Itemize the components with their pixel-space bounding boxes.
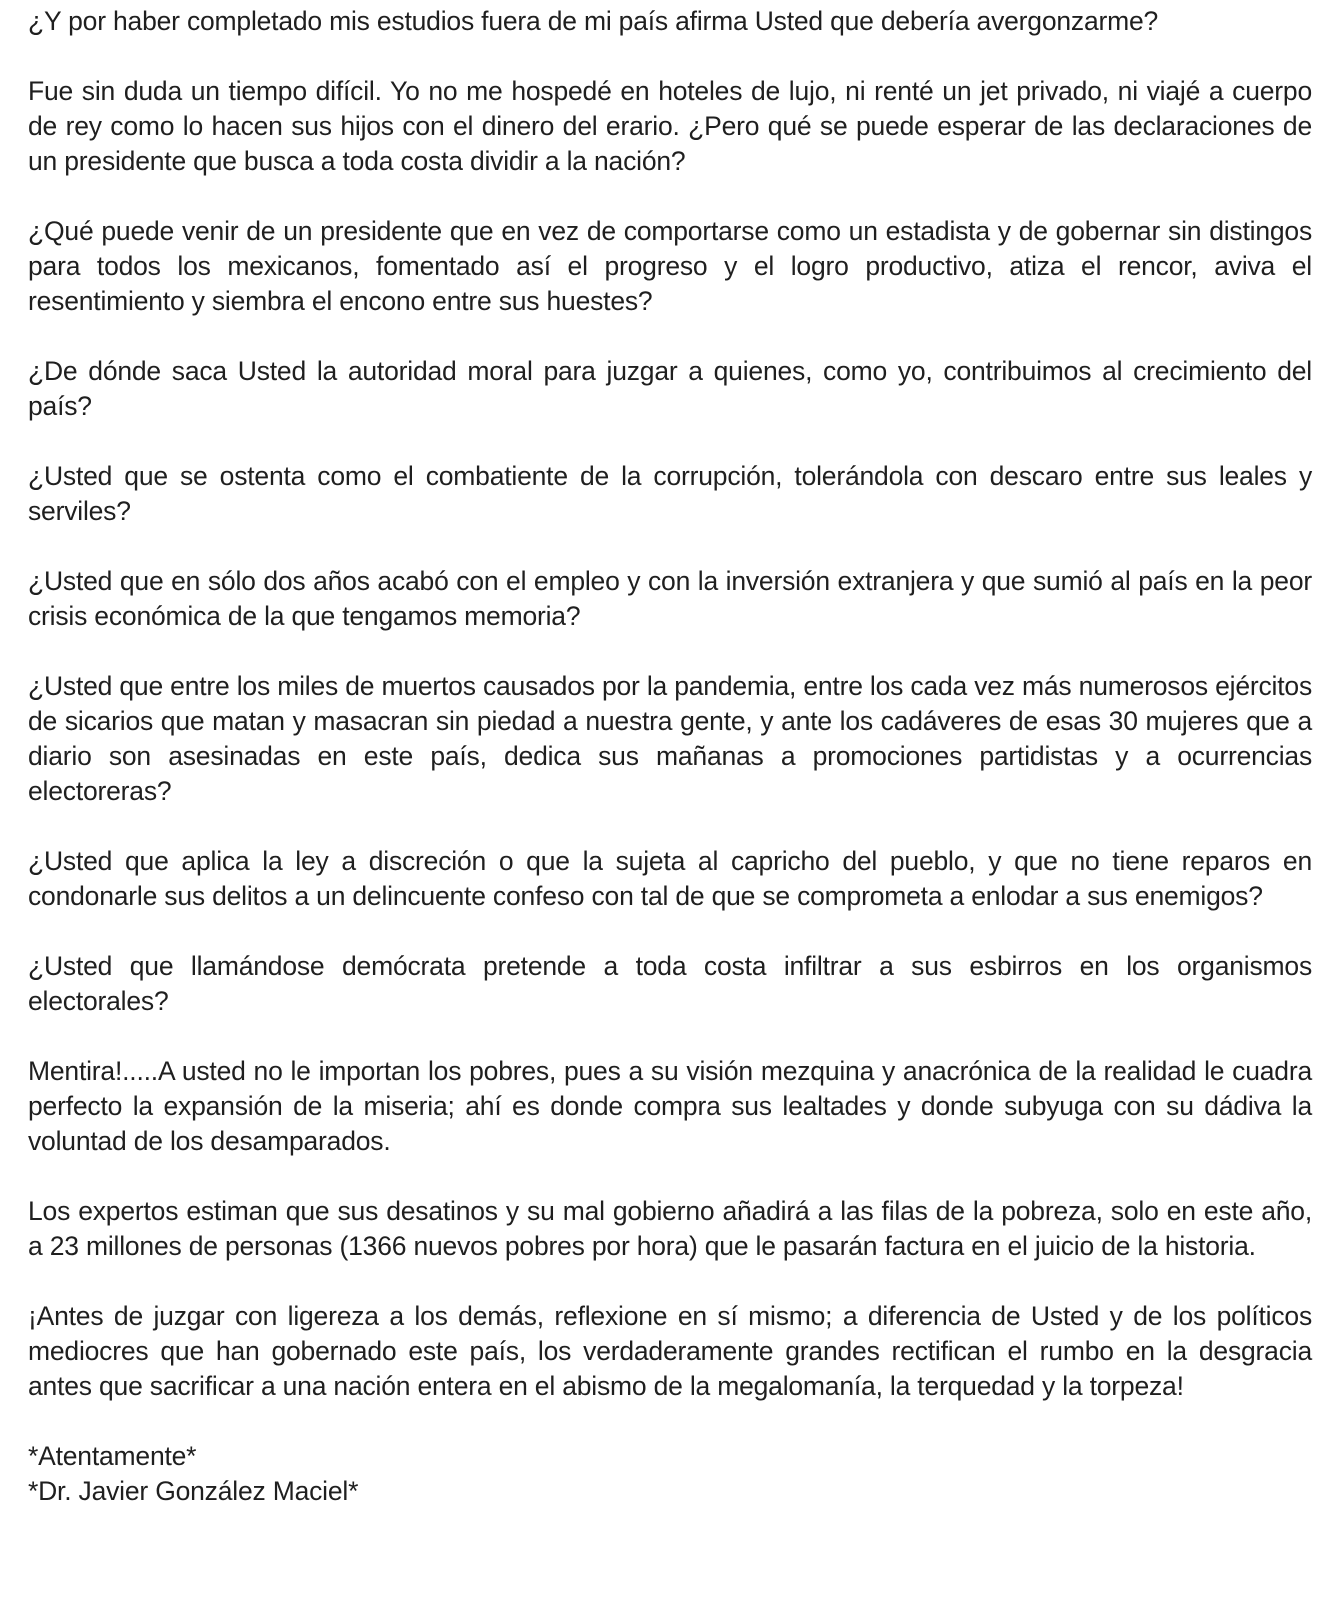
paragraph: ¿Usted que llamándose demócrata pretende a toda costa infiltrar a sus esbirros en los organismos electorales? (28, 951, 1312, 1016)
paragraph: ¿Usted que entre los miles de muertos causados por la pandemia, entre los cada vez más numerosos ejércitos de sicarios que matan y masacran sin piedad a nuestra gente, y ante los cadáveres de esas 30 mujeres que a diario son asesinadas en este país, dedica sus mañanas a promociones partidistas y a ocurrencias electoreras? (28, 671, 1312, 806)
paragraph: Los expertos estiman que sus desatinos y su mal gobierno añadirá a las filas de la pobreza, solo en este año, a 23 millones de personas (1366 nuevos pobres por hora) que le pasarán factura en el juicio de la historia. (28, 1196, 1312, 1261)
paragraph: ¿De dónde saca Usted la autoridad moral para juzgar a quienes, como yo, contribuimos al crecimiento del país? (28, 356, 1312, 421)
salutation: *Atentamente* (28, 1441, 197, 1471)
paragraph: ¿Usted que en sólo dos años acabó con el empleo y con la inversión extranjera y que sumió al país en la peor crisis económica de la que tengamos memoria? (28, 566, 1312, 631)
paragraph: ¿Y por haber completado mis estudios fuera de mi país afirma Usted que debería avergonzarme? (28, 6, 1159, 36)
letter-document (28, 4, 1312, 1509)
paragraph: ¿Qué puede venir de un presidente que en vez de comportarse como un estadista y de gobernar sin distingos para todos los mexicanos, fomentado así el progreso y el logro productivo, atiza el rencor, aviva el resentimiento y siembra el encono entre sus huestes? (28, 216, 1312, 316)
paragraph: ¡Antes de juzgar con ligereza a los demás, reflexione en sí mismo; a diferencia de Usted y de los políticos mediocres que han gobernado este país, los verdaderamente grandes rectifican el rumbo en la desgracia antes que sacrificar a una nación entera en el abismo de la megalomanía, la terquedad y la torpeza! (28, 1301, 1312, 1401)
paragraph: Fue sin duda un tiempo difícil. Yo no me hospedé en hoteles de lujo, ni renté un jet privado, ni viajé a cuerpo de rey como lo hacen sus hijos con el dinero del erario. ¿Pero qué se puede esperar de las declaraciones de un presidente que busca a toda costa dividir a la nación? (28, 76, 1312, 176)
paragraph: ¿Usted que aplica la ley a discreción o que la sujeta al capricho del pueblo, y que no tiene reparos en condonarle sus delitos a un delincuente confeso con tal de que se comprometa a enlodar a sus enemigos? (28, 846, 1312, 911)
signature: *Dr. Javier González Maciel* (28, 1476, 359, 1506)
paragraph: Mentira!.....A usted no le importan los pobres, pues a su visión mezquina y anacrónica de la realidad le cuadra perfecto la expansión de la miseria; ahí es donde compra sus lealtades y donde subyuga con su dádiva la voluntad de los desamparados. (28, 1056, 1312, 1156)
closing-block (28, 1439, 1312, 1509)
paragraph: ¿Usted que se ostenta como el combatiente de la corrupción, tolerándola con descaro entre sus leales y serviles? (28, 461, 1312, 526)
